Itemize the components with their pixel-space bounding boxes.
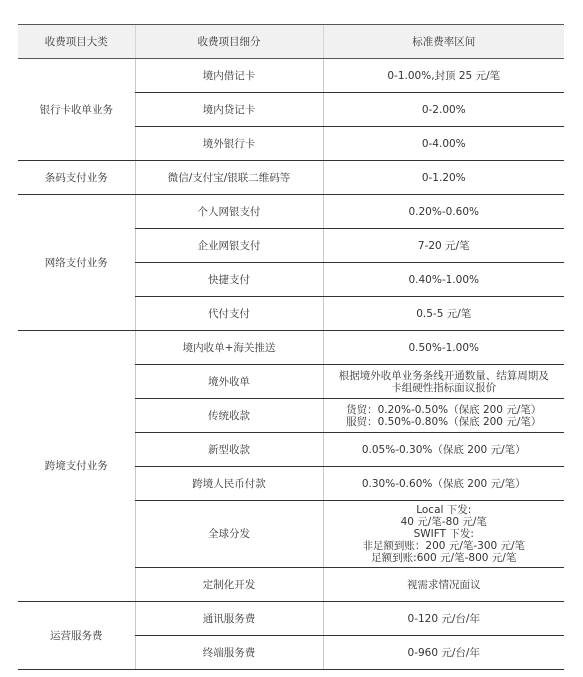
item-cell: 境内贷记卡 xyxy=(135,93,323,127)
header-rate: 标准费率区间 xyxy=(323,25,564,59)
item-cell: 个人网银支付 xyxy=(135,195,323,229)
table-row xyxy=(18,195,564,229)
item-cell: 全球分发 xyxy=(135,501,323,568)
item-cell: 微信/支付宝/银联二维码等 xyxy=(135,161,323,195)
rate-cell: 7-20 元/笔 xyxy=(323,229,564,263)
rate-cell: 0-1.00%,封顶 25 元/笔 xyxy=(323,59,564,93)
rate-cell: 0-960 元/台/年 xyxy=(323,636,564,670)
header-category: 收费项目大类 xyxy=(18,25,135,59)
rate-cell: 0.40%-1.00% xyxy=(323,263,564,297)
category-cell: 运营服务费 xyxy=(18,602,135,670)
item-cell: 企业网银支付 xyxy=(135,229,323,263)
rate-cell: 0.50%-1.00% xyxy=(323,331,564,365)
category-cell: 银行卡收单业务 xyxy=(18,59,135,161)
rate-cell: 0-1.20% xyxy=(323,161,564,195)
category-cell: 网络支付业务 xyxy=(18,195,135,331)
category-cell: 条码支付业务 xyxy=(18,161,135,195)
item-cell: 终端服务费 xyxy=(135,636,323,670)
table-row xyxy=(18,602,564,636)
table-row xyxy=(18,59,564,93)
item-cell: 通讯服务费 xyxy=(135,602,323,636)
rate-cell: 0.20%-0.60% xyxy=(323,195,564,229)
rate-cell: 根据境外收单业务条线开通数量、结算周期及 卡组硬性指标面议报价 xyxy=(323,365,564,399)
table-header-row xyxy=(18,25,564,59)
item-cell: 跨境人民币付款 xyxy=(135,467,323,501)
header-item: 收费项目细分 xyxy=(135,25,323,59)
rate-cell: 0.30%-0.60%（保底 200 元/笔） xyxy=(323,467,564,501)
rate-cell: 视需求情况面议 xyxy=(323,568,564,602)
item-cell: 境内借记卡 xyxy=(135,59,323,93)
rate-cell: 货贸：0.20%-0.50%（保底 200 元/笔） 服贸：0.50%-0.80%（保底 200 元/笔） xyxy=(323,399,564,433)
item-cell: 代付支付 xyxy=(135,297,323,331)
rate-cell: Local 下发: 40 元/笔-80 元/笔 SWIFT 下发: 非足额到账：200 元/笔-300 元/笔 足额到账:600 元/笔-800 元/笔 xyxy=(323,501,564,568)
table-row xyxy=(18,161,564,195)
item-cell: 境外收单 xyxy=(135,365,323,399)
item-cell: 定制化开发 xyxy=(135,568,323,602)
item-cell: 新型收款 xyxy=(135,433,323,467)
item-cell: 境内收单+海关推送 xyxy=(135,331,323,365)
item-cell: 快捷支付 xyxy=(135,263,323,297)
table-row xyxy=(18,331,564,365)
rate-cell: 0-2.00% xyxy=(323,93,564,127)
rate-cell: 0-4.00% xyxy=(323,127,564,161)
item-cell: 传统收款 xyxy=(135,399,323,433)
rate-cell: 0-120 元/台/年 xyxy=(323,602,564,636)
fee-rate-table xyxy=(18,24,564,670)
rate-cell: 0.5-5 元/笔 xyxy=(323,297,564,331)
rate-cell: 0.05%-0.30%（保底 200 元/笔） xyxy=(323,433,564,467)
category-cell: 跨境支付业务 xyxy=(18,331,135,602)
item-cell: 境外银行卡 xyxy=(135,127,323,161)
